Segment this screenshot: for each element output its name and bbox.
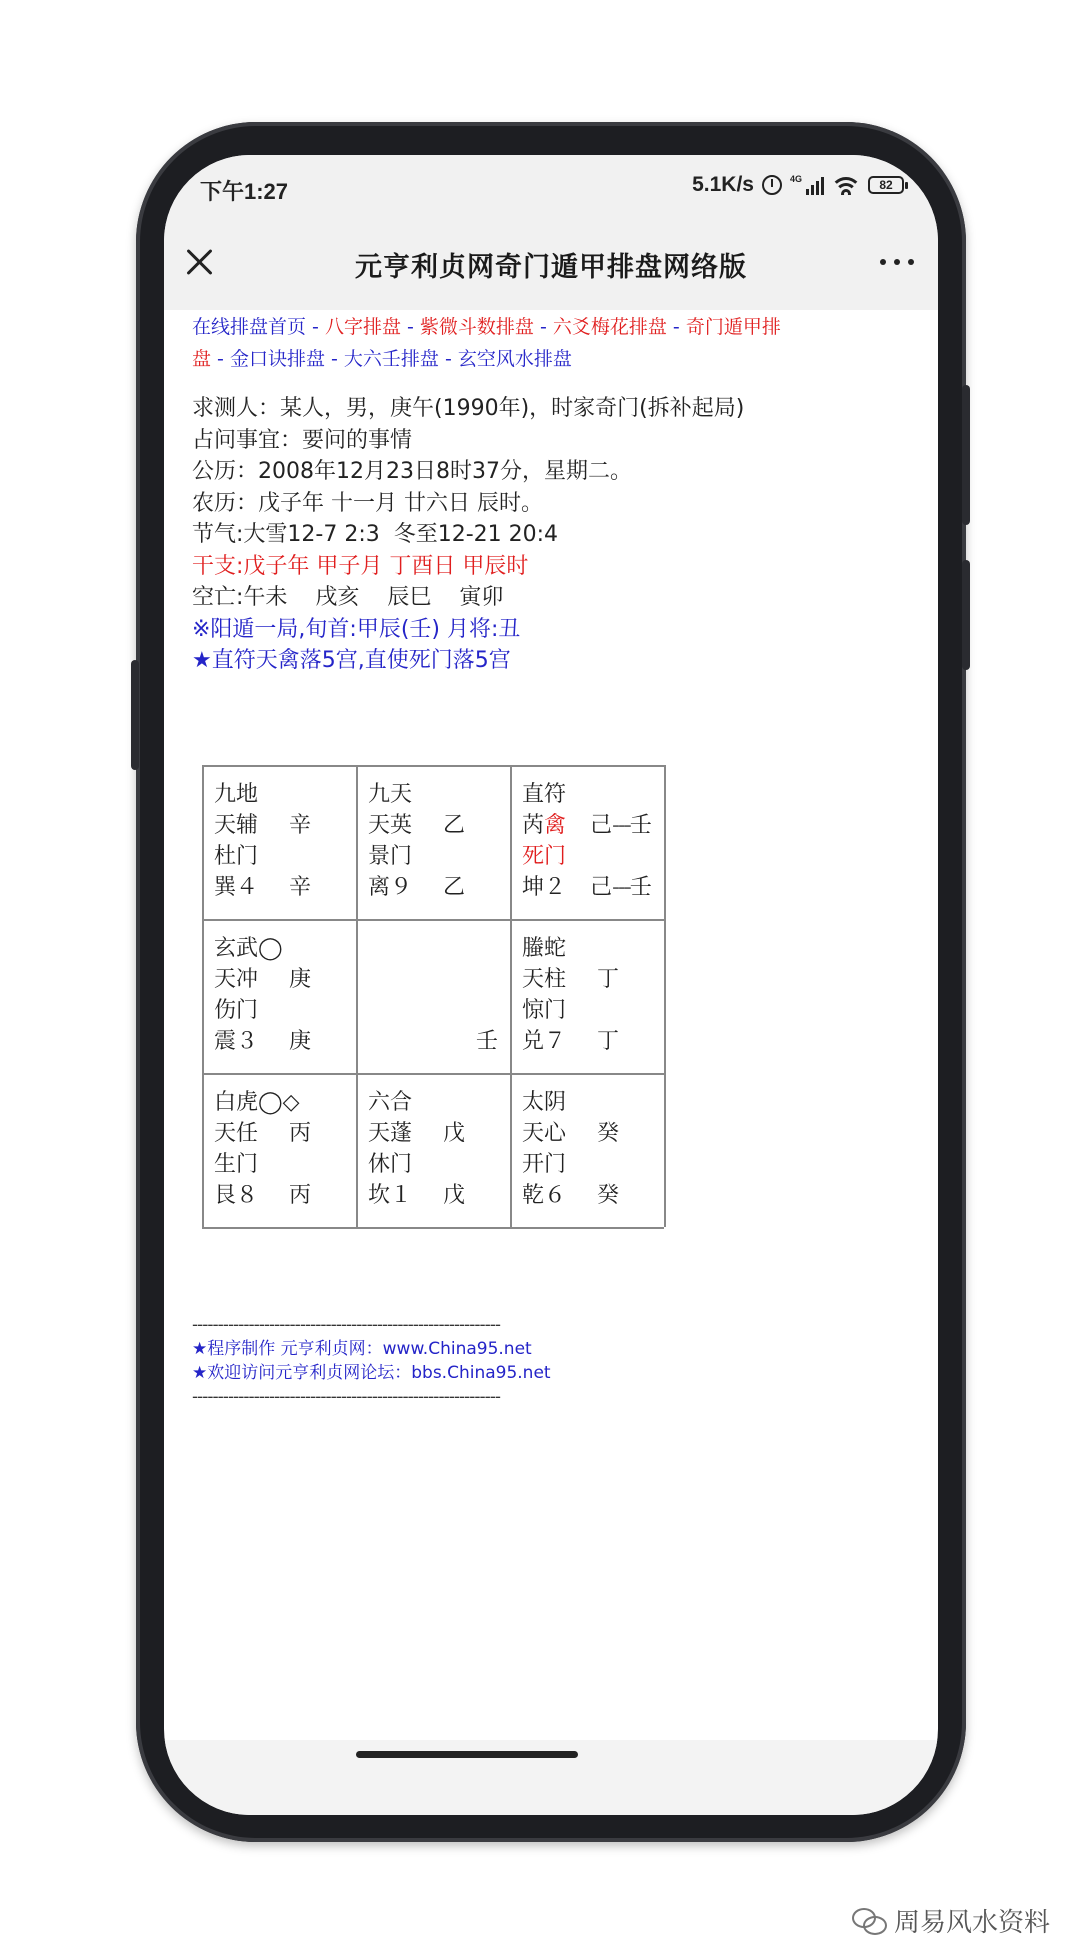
alarm-icon xyxy=(762,175,782,195)
palace-god: 螣蛇 xyxy=(522,936,567,961)
asker-line: 求测人：某人，男，庚午(1990年)，时家奇门(拆补起局) xyxy=(192,396,745,421)
palace-star-gan: 丙 xyxy=(289,1121,312,1146)
nav-link-qimen-cont[interactable]: 盘 xyxy=(192,348,212,370)
nav-separator: - xyxy=(400,316,420,338)
ganzhi-line: 干支:戊子年 甲子月 丁酉日 甲辰时 xyxy=(192,553,529,579)
palace-gan: 庚 xyxy=(289,1029,312,1054)
palace-star xyxy=(522,810,566,841)
wifi-icon xyxy=(832,175,860,195)
palace-door: 休门 xyxy=(368,1152,413,1177)
palace-name: 离９ xyxy=(368,875,413,900)
footer xyxy=(192,1313,912,1409)
watermark-text: 周易风水资料 xyxy=(894,1908,1051,1938)
palace-god: 直符 xyxy=(522,782,567,807)
grid-line xyxy=(202,765,664,767)
palace-star: 天心 xyxy=(522,1121,567,1146)
wechat-icon xyxy=(852,1908,886,1934)
grid-line xyxy=(202,919,664,921)
nine-palace-grid xyxy=(202,765,664,1227)
power-button xyxy=(962,560,970,670)
star-qin: 禽 xyxy=(544,813,567,838)
palace-god: 九天 xyxy=(368,782,413,807)
network-type: 4G xyxy=(789,174,802,184)
palace-god: 六合 xyxy=(368,1090,413,1115)
palace-star: 天辅 xyxy=(214,813,259,838)
nav-separator: - xyxy=(324,348,344,370)
nav-link-home[interactable]: 在线排盘首页 xyxy=(192,316,307,338)
nav-link-daliuren[interactable]: 大六壬排盘 xyxy=(343,348,439,370)
network-speed: 5.1K/s xyxy=(692,173,754,196)
palace-star-gan xyxy=(590,810,652,841)
nav-link-ziwei[interactable]: 紫微斗数排盘 xyxy=(419,316,534,338)
palace-door: 生门 xyxy=(214,1152,259,1177)
nav-separator: - xyxy=(533,316,553,338)
palace-gan: 辛 xyxy=(289,875,312,900)
forum-link[interactable]: ★欢迎访问元亨利贞网论坛：bbs.China95.net xyxy=(192,1363,551,1383)
grid-line xyxy=(510,765,512,1227)
palace-door: 伤门 xyxy=(214,998,259,1023)
solar-date-line: 公历：2008年12月23日8时37分，星期二。 xyxy=(192,459,632,484)
palace-name: 乾６ xyxy=(522,1183,567,1208)
palace-star-gan: 辛 xyxy=(289,813,312,838)
nav-separator: - xyxy=(211,348,230,370)
grid-line xyxy=(202,1073,664,1075)
solar-terms-line: 节气:大雪12-7 2:3 冬至12-21 20:4 xyxy=(192,522,559,547)
palace-god: 太阴 xyxy=(522,1090,567,1115)
grid-line xyxy=(356,765,358,1227)
palace-name: 巽４ xyxy=(214,875,259,900)
palace-god: 九地 xyxy=(214,782,259,807)
gan-ji: 己 xyxy=(590,813,613,838)
nav-link-qimen[interactable]: 奇门遁甲排 xyxy=(685,316,781,338)
status-bar xyxy=(164,155,938,220)
palace-door: 杜门 xyxy=(214,844,259,869)
page-title: 元亨利贞网奇门遁甲排盘网络版 xyxy=(355,252,747,283)
nav-links xyxy=(192,311,912,375)
nav-separator: - xyxy=(438,348,458,370)
palace-gan: 癸 xyxy=(597,1183,620,1208)
palace-gan: 丁 xyxy=(597,1029,620,1054)
gan-sep: --- xyxy=(612,875,630,900)
palace-star: 天英 xyxy=(368,813,413,838)
phone-screen xyxy=(164,155,938,1815)
page-content xyxy=(192,273,912,1407)
status-time: 下午1:27 xyxy=(200,179,289,204)
palace-name: 坎１ xyxy=(368,1183,413,1208)
watermark xyxy=(852,1902,1050,1939)
center-gan: 壬 xyxy=(476,1029,499,1054)
palace-star-gan: 戊 xyxy=(443,1121,466,1146)
grid-line xyxy=(202,765,204,1227)
gan-sep: --- xyxy=(612,813,630,838)
grid-line xyxy=(664,765,666,1227)
nav-link-liuyao[interactable]: 六爻梅花排盘 xyxy=(552,316,667,338)
gan-ji: 己 xyxy=(590,875,613,900)
grid-line xyxy=(202,1227,664,1229)
gan-ren: 壬 xyxy=(629,813,652,838)
palace-star-gan: 癸 xyxy=(597,1121,620,1146)
palace-door: 景门 xyxy=(368,844,413,869)
side-button-left xyxy=(131,660,139,770)
palace-name: 兑７ xyxy=(522,1029,567,1054)
credit-link[interactable]: ★程序制作 元亨利贞网：www.China95.net xyxy=(192,1339,532,1359)
star-rui: 芮 xyxy=(522,813,545,838)
chart-info xyxy=(192,393,912,677)
nav-link-bazi[interactable]: 八字排盘 xyxy=(324,316,401,338)
nav-separator: - xyxy=(306,316,325,338)
home-indicator[interactable] xyxy=(356,1751,578,1758)
signal-icon xyxy=(790,175,824,195)
palace-name: 艮８ xyxy=(214,1183,259,1208)
palace-star: 天柱 xyxy=(522,967,567,992)
palace-name: 坤２ xyxy=(522,875,567,900)
gan-ren: 壬 xyxy=(629,875,652,900)
matter-line: 占问事宜：要问的事情 xyxy=(192,427,413,453)
palace-door: 惊门 xyxy=(522,998,567,1023)
battery-icon: 82 xyxy=(868,176,904,194)
palace-gan xyxy=(590,872,652,903)
palace-name: 震３ xyxy=(214,1029,259,1054)
palace-star-gan: 庚 xyxy=(289,967,312,992)
nav-separator: - xyxy=(666,316,686,338)
status-indicators xyxy=(692,173,904,197)
palace-star-gan: 丁 xyxy=(597,967,620,992)
palace-gan: 乙 xyxy=(443,875,466,900)
palace-door: 死门 xyxy=(522,844,567,869)
palace-gan: 戊 xyxy=(443,1183,466,1208)
nav-link-jinkoujue[interactable]: 金口诀排盘 xyxy=(229,348,325,370)
footer-rule-bottom: ------------------------------------------------------------ xyxy=(192,1387,501,1407)
palace-star-gan: 乙 xyxy=(443,813,466,838)
palace-door: 开门 xyxy=(522,1152,567,1177)
footer-rule-top: ------------------------------------------------------------ xyxy=(192,1315,501,1335)
ju-line: ※阳遁一局,旬首:甲辰(壬) 月将:丑 xyxy=(192,616,521,642)
palace-star: 天蓬 xyxy=(368,1121,413,1146)
palace-god: 白虎◯◇ xyxy=(214,1090,300,1115)
volume-button xyxy=(962,385,970,525)
palace-star: 天任 xyxy=(214,1121,259,1146)
palace-star: 天冲 xyxy=(214,967,259,992)
lunar-date-line: 农历：戊子年 十一月 廿六日 辰时。 xyxy=(192,490,543,516)
zhifu-line: ★直符天禽落5宫,直使死门落5宫 xyxy=(192,648,511,673)
palace-gan: 丙 xyxy=(289,1183,312,1208)
more-menu-icon[interactable] xyxy=(880,259,914,265)
palace-god: 玄武◯ xyxy=(214,936,283,961)
nav-link-xuankong[interactable]: 玄空风水排盘 xyxy=(457,348,572,370)
kongwang-line: 空亡:午未 戌亥 辰巳 寅卯 xyxy=(192,585,504,610)
